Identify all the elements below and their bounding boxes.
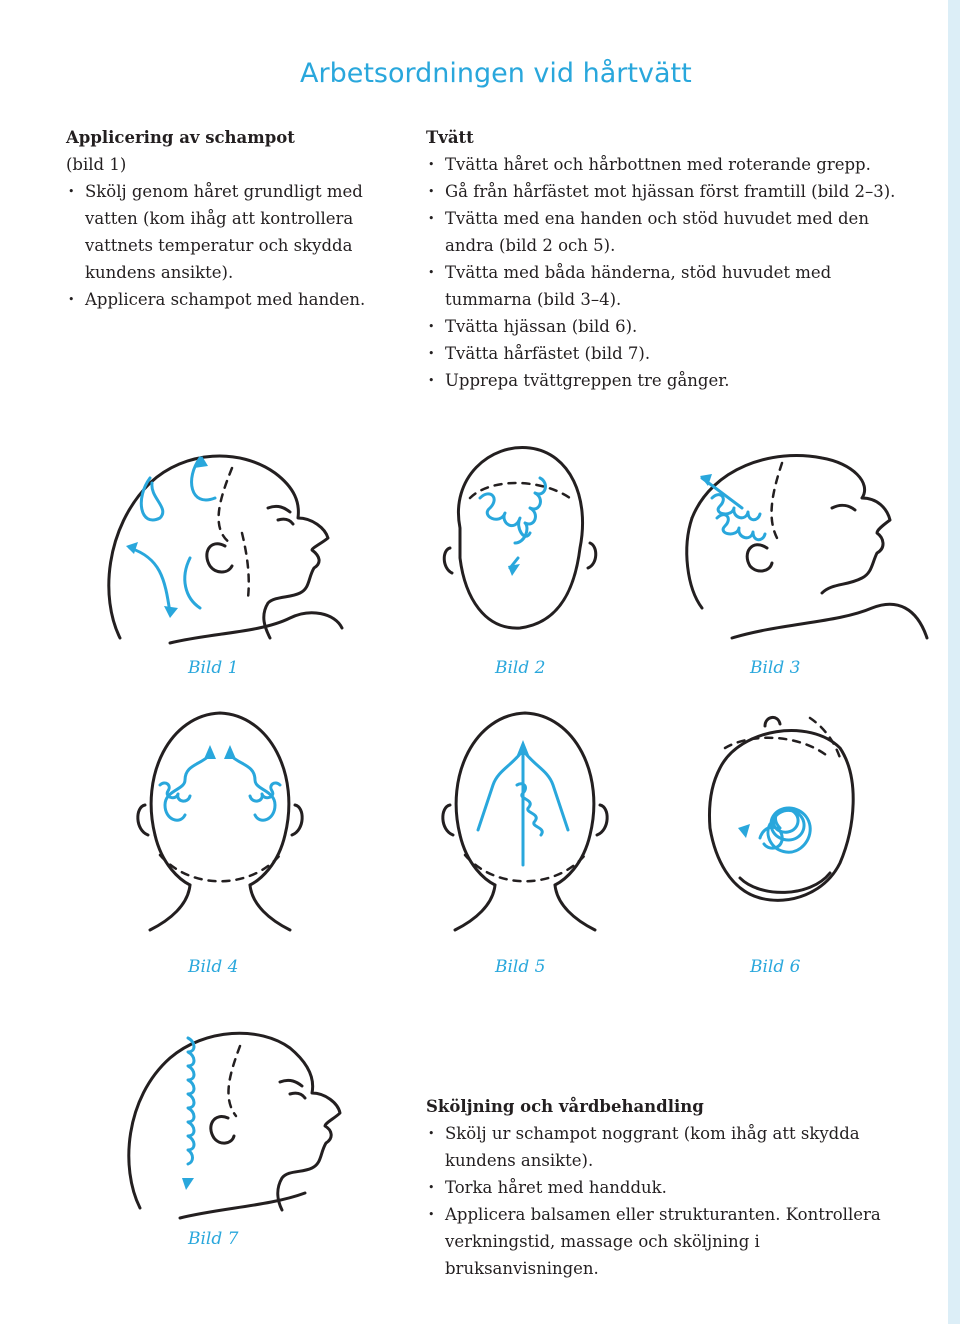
figure-7-side-head-illustration: [110, 1018, 360, 1228]
figure-4-back-head-illustration: [130, 705, 310, 950]
page-edge-strip: [948, 0, 960, 1324]
figure-1-caption: Bild 1: [188, 658, 239, 678]
page-title: Arbetsordningen vid hårtvätt: [300, 58, 692, 89]
list-item: • Applicera schampot med handen.: [66, 286, 366, 313]
figure-3-caption: Bild 3: [750, 658, 801, 678]
shampoo-heading: Applicering av schampot: [66, 128, 295, 147]
rinse-section: [426, 1093, 906, 1282]
list-item: • Skölj ur schampot noggrant (kom ihåg att skydda kundens ansikte).: [426, 1120, 906, 1174]
figure-7-caption: Bild 7: [188, 1229, 239, 1249]
shampoo-list: [66, 178, 366, 313]
figure-2-top-head-illustration: [440, 438, 600, 648]
wash-heading: Tvätt: [426, 128, 474, 147]
list-item: • Tvätta hårfästet (bild 7).: [426, 340, 906, 367]
list-item: • Upprepa tvättgreppen tre gånger.: [426, 367, 906, 394]
shampoo-section: [66, 124, 366, 313]
figure-5-back-head-illustration: [435, 705, 615, 950]
shampoo-subheading: (bild 1): [66, 155, 127, 174]
list-item: • Torka håret med handduk.: [426, 1174, 906, 1201]
list-item: • Tvätta med båda händerna, stöd huvudet med tummarna (bild 3–4).: [426, 259, 906, 313]
figure-2-caption: Bild 2: [495, 658, 546, 678]
rinse-list: [426, 1120, 906, 1282]
list-item: • Tvätta hjässan (bild 6).: [426, 313, 906, 340]
figure-5-caption: Bild 5: [495, 957, 546, 977]
list-item: • Applicera balsamen eller strukturanten. Kontrollera verkningstid, massage och sköljning i bruksanvisningen.: [426, 1201, 906, 1282]
list-item: • Tvätta håret och hårbottnen med roterande grepp.: [426, 151, 906, 178]
figure-6-caption: Bild 6: [750, 957, 801, 977]
list-item: • Gå från hårfästet mot hjässan först framtill (bild 2–3).: [426, 178, 906, 205]
wash-section: [426, 124, 906, 394]
figure-3-side-head-illustration: [672, 438, 942, 668]
figure-1-side-head-illustration: [90, 438, 350, 668]
figure-6-crown-head-illustration: [690, 708, 870, 913]
figure-4-caption: Bild 4: [188, 957, 239, 977]
rinse-heading: Sköljning och vårdbehandling: [426, 1097, 704, 1116]
list-item: • Tvätta med ena handen och stöd huvudet med den andra (bild 2 och 5).: [426, 205, 906, 259]
wash-list: [426, 151, 906, 394]
list-item: • Skölj genom håret grundligt med vatten (kom ihåg att kontrollera vattnets temperatur och skydda kundens ansikte).: [66, 178, 366, 286]
